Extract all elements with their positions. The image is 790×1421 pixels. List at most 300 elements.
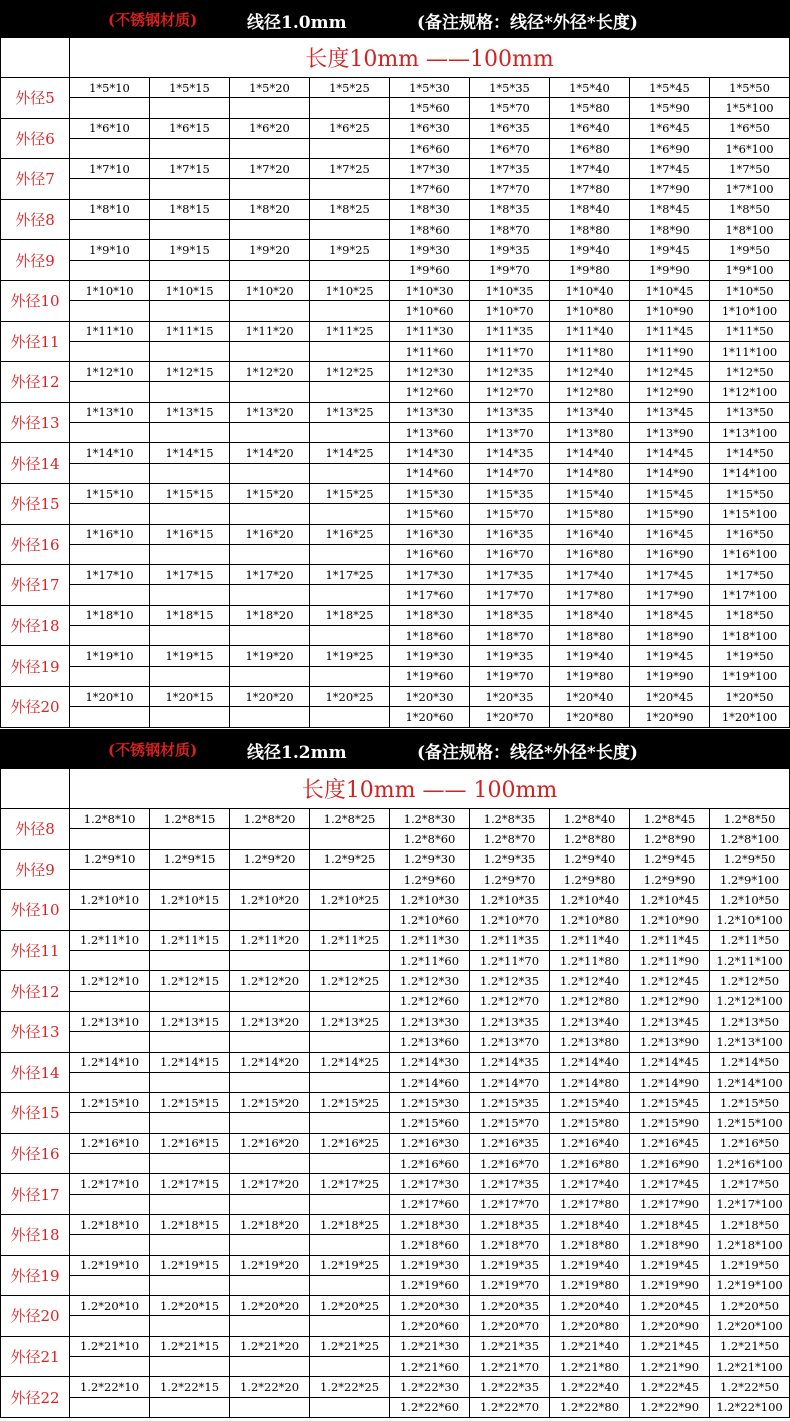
spec-cell: 1.2*21*80: [550, 1357, 630, 1377]
spec-cell: 1.2*22*50: [710, 1377, 790, 1397]
spec-cell: 1*12*70: [470, 382, 550, 402]
spec-cell: 1.2*8*15: [150, 809, 230, 829]
spec-cell: 1*8*50: [710, 199, 790, 219]
spec-cell: 1.2*19*35: [470, 1255, 550, 1275]
spec-cell: 1*14*15: [150, 443, 230, 463]
outer-diameter-label: 外径11: [1, 321, 70, 362]
outer-diameter-label: 外径16: [1, 1133, 70, 1174]
spec-cell: 1*8*90: [630, 220, 710, 240]
spec-cell: 1*13*35: [470, 402, 550, 422]
corner-cell: [1, 38, 70, 78]
spec-cell: 1*10*90: [630, 301, 710, 321]
spec-cell: 1.2*22*80: [550, 1397, 630, 1417]
spec-cell: 1.2*20*40: [550, 1296, 630, 1316]
table-row: [1, 910, 790, 930]
spec-cell: 1.2*21*45: [630, 1336, 710, 1356]
spec-cell: [150, 1357, 230, 1377]
outer-diameter-label: 外径10: [1, 280, 70, 321]
spec-cell: 1*17*45: [630, 565, 710, 585]
spec-cell: [70, 1235, 150, 1255]
spec-cell: 1*19*100: [710, 666, 790, 686]
spec-cell: [150, 98, 230, 118]
spec-cell: 1*17*30: [390, 565, 470, 585]
spec-cell: 1.2*16*30: [390, 1133, 470, 1153]
spec-cell: 1*11*60: [390, 341, 470, 361]
spec-cell: 1*12*25: [310, 362, 390, 382]
spec-cell: [70, 463, 150, 483]
spec-cell: 1.2*17*80: [550, 1194, 630, 1214]
spec-cell: 1.2*21*60: [390, 1357, 470, 1377]
spec-cell: 1*10*100: [710, 301, 790, 321]
spec-cell: [70, 382, 150, 402]
spec-cell: 1*18*25: [310, 605, 390, 625]
spec-cell: 1.2*10*60: [390, 910, 470, 930]
spec-cell: 1*11*25: [310, 321, 390, 341]
spec-cell: 1.2*21*50: [710, 1336, 790, 1356]
spec-cell: 1*6*20: [230, 118, 310, 138]
spec-cell: 1.2*15*30: [390, 1093, 470, 1113]
spec-cell: 1.2*8*80: [550, 829, 630, 849]
table-row: [1, 220, 790, 240]
table-row: [1, 240, 790, 260]
spec-cell: 1.2*8*25: [310, 809, 390, 829]
spec-cell: 1.2*8*10: [70, 809, 150, 829]
spec-cell: [150, 260, 230, 280]
spec-cell: 1*16*70: [470, 544, 550, 564]
spec-cell: 1.2*15*25: [310, 1093, 390, 1113]
spec-cell: 1.2*8*60: [390, 829, 470, 849]
spec-cell: 1*5*30: [390, 78, 470, 98]
spec-cell: 1.2*9*25: [310, 849, 390, 869]
spec-cell: 1*15*80: [550, 504, 630, 524]
spec-cell: 1.2*13*45: [630, 1011, 710, 1031]
spec-cell: 1*18*35: [470, 605, 550, 625]
spec-cell: 1*15*15: [150, 483, 230, 503]
spec-cell: 1*15*35: [470, 483, 550, 503]
spec-cell: 1*13*15: [150, 402, 230, 422]
spec-cell: [310, 544, 390, 564]
spec-cell: 1*6*60: [390, 138, 470, 158]
spec-cell: 1.2*9*100: [710, 869, 790, 889]
outer-diameter-label: 外径9: [1, 849, 70, 890]
spec-cell: [150, 1194, 230, 1214]
spec-cell: 1.2*22*100: [710, 1397, 790, 1417]
spec-cell: [310, 1072, 390, 1092]
table-row: [1, 321, 790, 341]
spec-cell: 1*11*30: [390, 321, 470, 341]
spec-cell: 1*19*80: [550, 666, 630, 686]
spec-cell: 1.2*16*50: [710, 1133, 790, 1153]
spec-cell: 1*13*30: [390, 402, 470, 422]
spec-cell: 1*20*80: [550, 707, 630, 727]
spec-cell: 1*16*45: [630, 524, 710, 544]
spec-cell: 1.2*8*40: [550, 809, 630, 829]
spec-cell: 1*14*100: [710, 463, 790, 483]
spec-cell: [70, 707, 150, 727]
spec-cell: 1.2*14*20: [230, 1052, 310, 1072]
spec-cell: 1.2*20*30: [390, 1296, 470, 1316]
spec-cell: 1*13*100: [710, 423, 790, 443]
spec-cell: [150, 951, 230, 971]
spec-cell: [230, 829, 310, 849]
spec-cell: 1.2*21*100: [710, 1357, 790, 1377]
spec-section-2: [0, 729, 790, 1421]
spec-cell: [70, 1275, 150, 1295]
spec-cell: [70, 1072, 150, 1092]
spec-cell: [230, 220, 310, 240]
spec-cell: [310, 220, 390, 240]
spec-cell: 1.2*18*60: [390, 1235, 470, 1255]
table-row: [1, 1072, 790, 1092]
spec-cell: 1*8*40: [550, 199, 630, 219]
spec-cell: 1.2*12*50: [710, 971, 790, 991]
outer-diameter-label: 外径21: [1, 1336, 70, 1377]
spec-cell: 1.2*11*35: [470, 930, 550, 950]
spec-cell: 1.2*20*50: [710, 1296, 790, 1316]
spec-cell: 1.2*20*35: [470, 1296, 550, 1316]
length-range-header: 长度10mm ——100mm: [70, 38, 790, 78]
spec-cell: 1*5*60: [390, 98, 470, 118]
table-row: [1, 159, 790, 179]
spec-cell: 1.2*22*15: [150, 1377, 230, 1397]
spec-cell: 1.2*12*100: [710, 991, 790, 1011]
outer-diameter-label: 外径13: [1, 1011, 70, 1052]
spec-cell: 1*6*15: [150, 118, 230, 138]
spec-cell: 1.2*9*15: [150, 849, 230, 869]
spec-cell: 1.2*19*50: [710, 1255, 790, 1275]
spec-cell: 1*14*50: [710, 443, 790, 463]
table-row: [1, 301, 790, 321]
table-row: [1, 1336, 790, 1356]
spec-cell: 1*5*35: [470, 78, 550, 98]
table-row: [1, 971, 790, 991]
spec-cell: 1*17*100: [710, 585, 790, 605]
spec-cell: 1.2*19*40: [550, 1255, 630, 1275]
spec-cell: 1*10*40: [550, 280, 630, 300]
spec-cell: 1.2*8*35: [470, 809, 550, 829]
spec-cell: 1*7*15: [150, 159, 230, 179]
spec-cell: [310, 626, 390, 646]
spec-cell: 1*11*20: [230, 321, 310, 341]
spec-cell: 1.2*17*100: [710, 1194, 790, 1214]
spec-cell: [230, 1113, 310, 1133]
spec-cell: 1.2*19*100: [710, 1275, 790, 1295]
section-2-header-bar: [0, 729, 790, 768]
spec-cell: 1.2*16*35: [470, 1133, 550, 1153]
spec-cell: 1.2*15*35: [470, 1093, 550, 1113]
spec-cell: [150, 1072, 230, 1092]
spec-cell: 1*6*100: [710, 138, 790, 158]
spec-cell: 1*5*50: [710, 78, 790, 98]
spec-cell: 1.2*18*10: [70, 1214, 150, 1234]
spec-cell: 1*9*15: [150, 240, 230, 260]
spec-cell: 1*11*100: [710, 341, 790, 361]
spec-note-label: (备注规格：线径*外径*长度): [417, 13, 638, 33]
spec-cell: 1.2*17*60: [390, 1194, 470, 1214]
table-row: [1, 138, 790, 158]
outer-diameter-label: 外径14: [1, 443, 70, 484]
spec-cell: [70, 260, 150, 280]
spec-cell: 1*8*10: [70, 199, 150, 219]
spec-cell: [310, 869, 390, 889]
spec-cell: [70, 1357, 150, 1377]
table-row: [1, 1011, 790, 1031]
outer-diameter-label: 外径19: [1, 1255, 70, 1296]
spec-cell: 1*9*30: [390, 240, 470, 260]
spec-cell: 1*18*70: [470, 626, 550, 646]
table-row: [1, 1093, 790, 1113]
table-row: [1, 362, 790, 382]
spec-cell: 1.2*17*25: [310, 1174, 390, 1194]
spec-cell: 1.2*12*35: [470, 971, 550, 991]
spec-cell: [150, 1235, 230, 1255]
spec-cell: 1.2*20*60: [390, 1316, 470, 1336]
wire-diameter-label: 线径1.2mm: [247, 743, 347, 763]
spec-cell: 1.2*16*60: [390, 1154, 470, 1174]
spec-cell: 1.2*9*10: [70, 849, 150, 869]
spec-cell: 1.2*15*50: [710, 1093, 790, 1113]
spec-cell: 1.2*19*15: [150, 1255, 230, 1275]
spec-cell: 1.2*13*80: [550, 1032, 630, 1052]
spec-cell: [310, 1316, 390, 1336]
spec-cell: 1*5*10: [70, 78, 150, 98]
spec-cell: 1.2*9*50: [710, 849, 790, 869]
spec-cell: 1*9*50: [710, 240, 790, 260]
spec-cell: [70, 544, 150, 564]
spec-cell: [150, 1032, 230, 1052]
spec-cell: 1.2*12*25: [310, 971, 390, 991]
spec-cell: [230, 1275, 310, 1295]
spec-cell: 1*9*25: [310, 240, 390, 260]
spec-cell: 1*6*35: [470, 118, 550, 138]
spec-cell: [230, 98, 310, 118]
spec-cell: 1*12*45: [630, 362, 710, 382]
spec-cell: [230, 951, 310, 971]
spec-cell: 1.2*14*25: [310, 1052, 390, 1072]
spec-cell: [230, 544, 310, 564]
spec-cell: 1.2*15*80: [550, 1113, 630, 1133]
spec-note-label: (备注规格：线径*外径*长度): [417, 743, 638, 763]
spec-cell: 1.2*14*100: [710, 1072, 790, 1092]
spec-cell: 1*15*25: [310, 483, 390, 503]
spec-cell: 1*8*45: [630, 199, 710, 219]
spec-cell: [70, 138, 150, 158]
outer-diameter-label: 外径12: [1, 362, 70, 403]
spec-cell: [150, 1397, 230, 1417]
spec-cell: 1.2*12*80: [550, 991, 630, 1011]
spec-cell: 1.2*15*40: [550, 1093, 630, 1113]
spec-cell: 1.2*16*100: [710, 1154, 790, 1174]
spec-cell: 1*14*35: [470, 443, 550, 463]
spec-cell: 1.2*14*10: [70, 1052, 150, 1072]
spec-cell: 1*17*20: [230, 565, 310, 585]
spec-cell: [230, 1316, 310, 1336]
spec-cell: 1*5*15: [150, 78, 230, 98]
spec-cell: 1.2*18*35: [470, 1214, 550, 1234]
spec-cell: 1*14*80: [550, 463, 630, 483]
table-row: [1, 341, 790, 361]
spec-cell: 1.2*21*15: [150, 1336, 230, 1356]
spec-cell: 1.2*12*40: [550, 971, 630, 991]
spec-cell: [150, 504, 230, 524]
spec-cell: 1.2*18*20: [230, 1214, 310, 1234]
outer-diameter-label: 外径18: [1, 605, 70, 646]
spec-cell: 1.2*9*70: [470, 869, 550, 889]
spec-cell: 1*9*80: [550, 260, 630, 280]
table-row: [1, 463, 790, 483]
spec-cell: 1.2*10*40: [550, 890, 630, 910]
spec-cell: 1*16*100: [710, 544, 790, 564]
spec-cell: 1*10*15: [150, 280, 230, 300]
spec-cell: 1*6*45: [630, 118, 710, 138]
outer-diameter-label: 外径11: [1, 930, 70, 971]
spec-cell: 1*8*35: [470, 199, 550, 219]
spec-cell: 1*19*45: [630, 646, 710, 666]
spec-cell: 1.2*9*45: [630, 849, 710, 869]
spec-cell: 1.2*11*10: [70, 930, 150, 950]
spec-cell: 1*18*10: [70, 605, 150, 625]
spec-cell: 1*20*45: [630, 686, 710, 706]
table-row: [1, 605, 790, 625]
spec-cell: [310, 951, 390, 971]
spec-cell: [150, 910, 230, 930]
spec-cell: 1.2*14*50: [710, 1052, 790, 1072]
spec-cell: 1.2*10*35: [470, 890, 550, 910]
spec-cell: 1.2*21*40: [550, 1336, 630, 1356]
spec-cell: 1*7*45: [630, 159, 710, 179]
spec-cell: [150, 463, 230, 483]
spec-cell: 1.2*18*50: [710, 1214, 790, 1234]
spec-cell: [310, 1113, 390, 1133]
spec-cell: 1.2*10*90: [630, 910, 710, 930]
spec-cell: 1*18*20: [230, 605, 310, 625]
spec-cell: 1*5*70: [470, 98, 550, 118]
spec-cell: 1*18*60: [390, 626, 470, 646]
spec-cell: 1*14*30: [390, 443, 470, 463]
table-row: [1, 118, 790, 138]
spec-cell: 1*20*30: [390, 686, 470, 706]
spec-cell: 1.2*18*70: [470, 1235, 550, 1255]
spec-cell: 1*10*70: [470, 301, 550, 321]
spec-cell: 1*19*20: [230, 646, 310, 666]
spec-cell: 1*16*30: [390, 524, 470, 544]
spec-cell: [310, 1275, 390, 1295]
spec-cell: 1.2*11*80: [550, 951, 630, 971]
spec-table-1: [0, 37, 790, 728]
spec-cell: 1*8*60: [390, 220, 470, 240]
spec-cell: 1*17*70: [470, 585, 550, 605]
outer-diameter-label: 外径10: [1, 890, 70, 931]
spec-cell: 1*8*15: [150, 199, 230, 219]
spec-cell: 1.2*14*40: [550, 1052, 630, 1072]
table-row: [1, 1174, 790, 1194]
spec-cell: 1.2*11*25: [310, 930, 390, 950]
spec-cell: 1.2*21*30: [390, 1336, 470, 1356]
spec-cell: 1.2*13*35: [470, 1011, 550, 1031]
outer-diameter-label: 外径6: [1, 118, 70, 159]
spec-cell: 1*14*10: [70, 443, 150, 463]
spec-cell: 1*7*100: [710, 179, 790, 199]
outer-diameter-label: 外径20: [1, 1296, 70, 1337]
spec-cell: 1*19*25: [310, 646, 390, 666]
spec-cell: 1.2*16*25: [310, 1133, 390, 1153]
spec-cell: 1.2*14*45: [630, 1052, 710, 1072]
spec-cell: [230, 1397, 310, 1417]
spec-cell: 1.2*13*25: [310, 1011, 390, 1031]
spec-cell: 1.2*15*60: [390, 1113, 470, 1133]
spec-cell: [230, 991, 310, 1011]
spec-cell: [310, 910, 390, 930]
spec-cell: 1*15*100: [710, 504, 790, 524]
spec-cell: 1*6*10: [70, 118, 150, 138]
spec-cell: [310, 829, 390, 849]
spec-cell: 1*8*100: [710, 220, 790, 240]
spec-cell: 1*16*90: [630, 544, 710, 564]
spec-cell: 1.2*20*10: [70, 1296, 150, 1316]
spec-cell: 1*14*60: [390, 463, 470, 483]
spec-cell: 1*11*40: [550, 321, 630, 341]
spec-cell: 1.2*9*60: [390, 869, 470, 889]
spec-cell: 1.2*15*100: [710, 1113, 790, 1133]
spec-cell: 1*11*35: [470, 321, 550, 341]
spec-cell: 1.2*18*30: [390, 1214, 470, 1234]
spec-cell: [310, 463, 390, 483]
spec-cell: 1.2*20*80: [550, 1316, 630, 1336]
spec-cell: [230, 1032, 310, 1052]
spec-cell: 1.2*18*15: [150, 1214, 230, 1234]
spec-cell: [310, 1357, 390, 1377]
spec-cell: 1.2*16*45: [630, 1133, 710, 1153]
spec-cell: [150, 707, 230, 727]
table-row: [1, 829, 790, 849]
table-row: [1, 991, 790, 1011]
table-row: [1, 483, 790, 503]
spec-cell: [70, 1154, 150, 1174]
spec-cell: 1*5*40: [550, 78, 630, 98]
table-row: [1, 1052, 790, 1072]
spec-cell: [310, 585, 390, 605]
spec-cell: [310, 1194, 390, 1214]
spec-cell: 1.2*9*80: [550, 869, 630, 889]
spec-cell: [150, 301, 230, 321]
spec-cell: 1*5*45: [630, 78, 710, 98]
spec-cell: 1.2*15*90: [630, 1113, 710, 1133]
outer-diameter-label: 外径16: [1, 524, 70, 565]
spec-cell: 1.2*14*30: [390, 1052, 470, 1072]
spec-cell: 1.2*14*80: [550, 1072, 630, 1092]
spec-cell: 1.2*9*35: [470, 849, 550, 869]
spec-cell: [70, 504, 150, 524]
spec-cell: 1*17*90: [630, 585, 710, 605]
spec-cell: 1.2*17*45: [630, 1174, 710, 1194]
table-row: [1, 544, 790, 564]
spec-cell: 1*5*20: [230, 78, 310, 98]
spec-cell: 1.2*14*60: [390, 1072, 470, 1092]
spec-cell: 1*7*35: [470, 159, 550, 179]
spec-cell: 1*16*10: [70, 524, 150, 544]
spec-cell: [230, 910, 310, 930]
spec-cell: [70, 829, 150, 849]
spec-cell: 1.2*12*15: [150, 971, 230, 991]
spec-cell: 1.2*17*30: [390, 1174, 470, 1194]
spec-cell: 1.2*11*45: [630, 930, 710, 950]
spec-cell: 1.2*8*70: [470, 829, 550, 849]
spec-cell: 1.2*8*45: [630, 809, 710, 829]
spec-cell: 1*10*30: [390, 280, 470, 300]
spec-cell: 1.2*13*20: [230, 1011, 310, 1031]
spec-cell: 1.2*15*15: [150, 1093, 230, 1113]
spec-cell: 1.2*11*50: [710, 930, 790, 950]
